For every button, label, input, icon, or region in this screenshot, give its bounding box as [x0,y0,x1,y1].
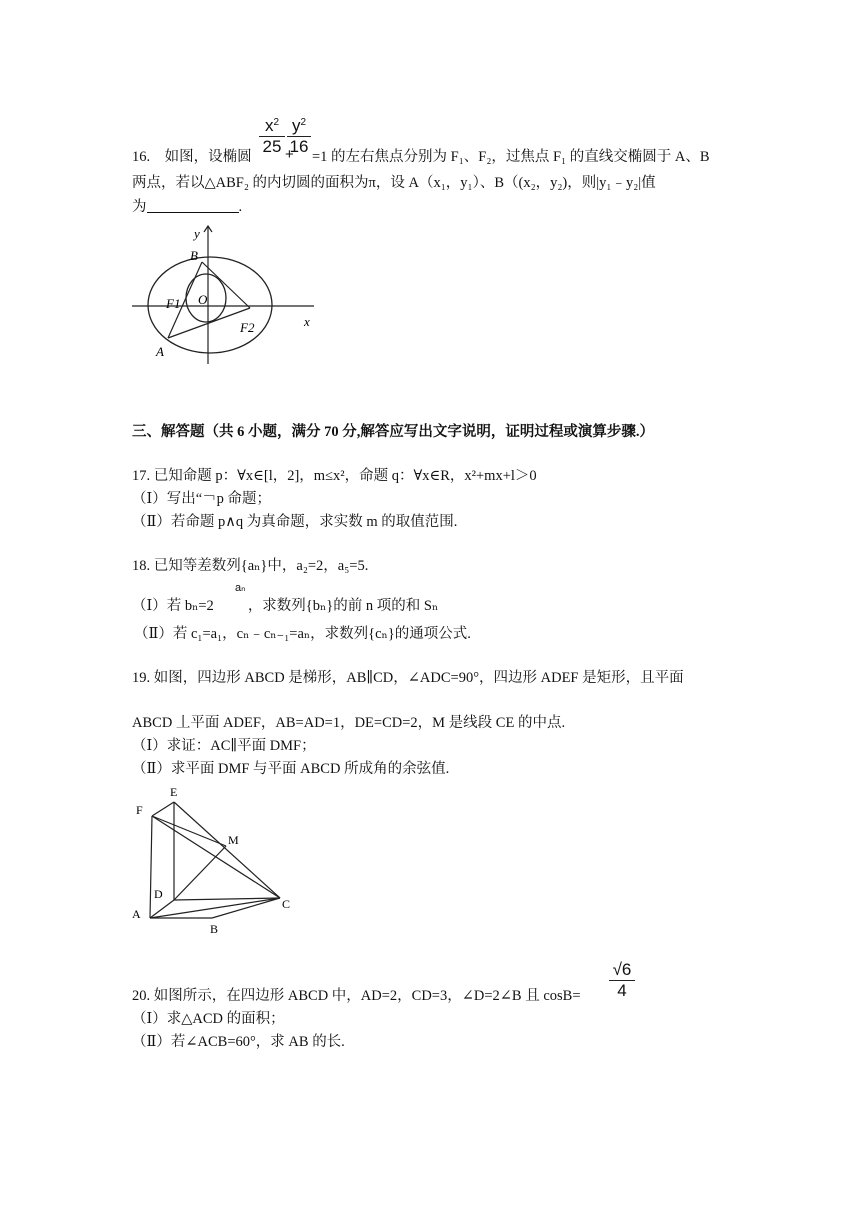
q18-line3: （Ⅱ）若 c₁=a₁，cₙ﹣cₙ₋₁=aₙ，求数列{cₙ}的通项公式. [134,626,471,642]
ellipse-figure [128,222,318,368]
svg-text:C: C [282,897,291,911]
svg-text:B: B [210,922,219,936]
svg-text:M: M [228,833,239,847]
q16-line1-prefix: 16. 如图，设椭圆 [132,149,252,165]
svg-text:F2: F2 [240,320,255,335]
svg-text:F1: F1 [166,296,181,311]
q17-line1: 17. 已知命题 p：∀x∈[l，2]，m≤x²，命题 q：∀x∈R，x²+mx+l＞0 [132,468,537,484]
q19-line3: （Ⅰ）求证：AC∥平面 DMF； [132,738,316,754]
svg-text:B: B [190,248,198,263]
svg-text:y: y [194,226,200,241]
answer-blank [147,198,239,213]
q16-line1-suffix: =1 的左右焦点分别为 F₁、F₂，过焦点 F₁ 的直线交椭圆于 A、B [312,149,710,165]
q17-line3: （Ⅱ）若命题 p∧q 为真命题，求实数 m 的取值范围. [132,514,458,530]
svg-text:A: A [132,907,141,921]
q16-line3: 为 . [132,199,243,215]
q18-exponent: aₙ [235,582,246,594]
q20-line3: （Ⅱ）若∠ACB=60°，求 AB 的长. [132,1034,345,1050]
svg-text:O: O [198,292,208,307]
q20-line1: 20. 如图所示，在四边形 ABCD 中，AD=2，CD=3，∠D=2∠B 且 cosB= [132,988,581,1004]
ellipse-fraction-y: $y^2$ 16 [287,116,311,157]
svg-text:D: D [154,887,163,901]
svg-text:E: E [170,785,178,799]
svg-text:A: A [156,344,164,359]
solid-figure [130,780,300,938]
q18-line2: （Ⅰ）若 bₙ=2 ，求数列{bₙ}的前 n 项的和 Sₙ [132,598,439,614]
q17-line2: （Ⅰ）写出“￢p 命题； [132,491,272,507]
section-heading: 三、解答题（共 6 小题，满分 70 分,解答应写出文字说明，证明过程或演算步骤.） [132,424,654,440]
q20-line2: （Ⅰ）求△ACD 的面积； [132,1011,285,1027]
cosb-fraction: √6 4 [609,960,635,1001]
q19-line2: ABCD 丄平面 ADEF，AB=AD=1，DE=CD=2，M 是线段 CE 的中点. [132,715,566,731]
q18-line1: 18. 已知等差数列{aₙ}中，a₂=2，a₅=5. [132,558,369,574]
ellipse-plus-sign: + [285,146,294,163]
svg-text:F: F [136,803,143,817]
ellipse-fraction-x: $x^2$ 25 [259,116,285,157]
q19-line1: 19. 如图，四边形 ABCD 是梯形，AB∥CD，∠ADC=90°，四边形 ADEF 是矩形，且平面 [132,670,684,686]
svg-text:x: x [304,314,310,329]
q19-line4: （Ⅱ）求平面 DMF 与平面 ABCD 所成角的余弦值. [132,761,450,777]
q16-line2: 两点，若以△ABF₂ 的内切圆的面积为π，设 A（x₁，y₁）、B（(x₂，y₂)，则|y₁﹣y₂|值 [132,175,656,191]
